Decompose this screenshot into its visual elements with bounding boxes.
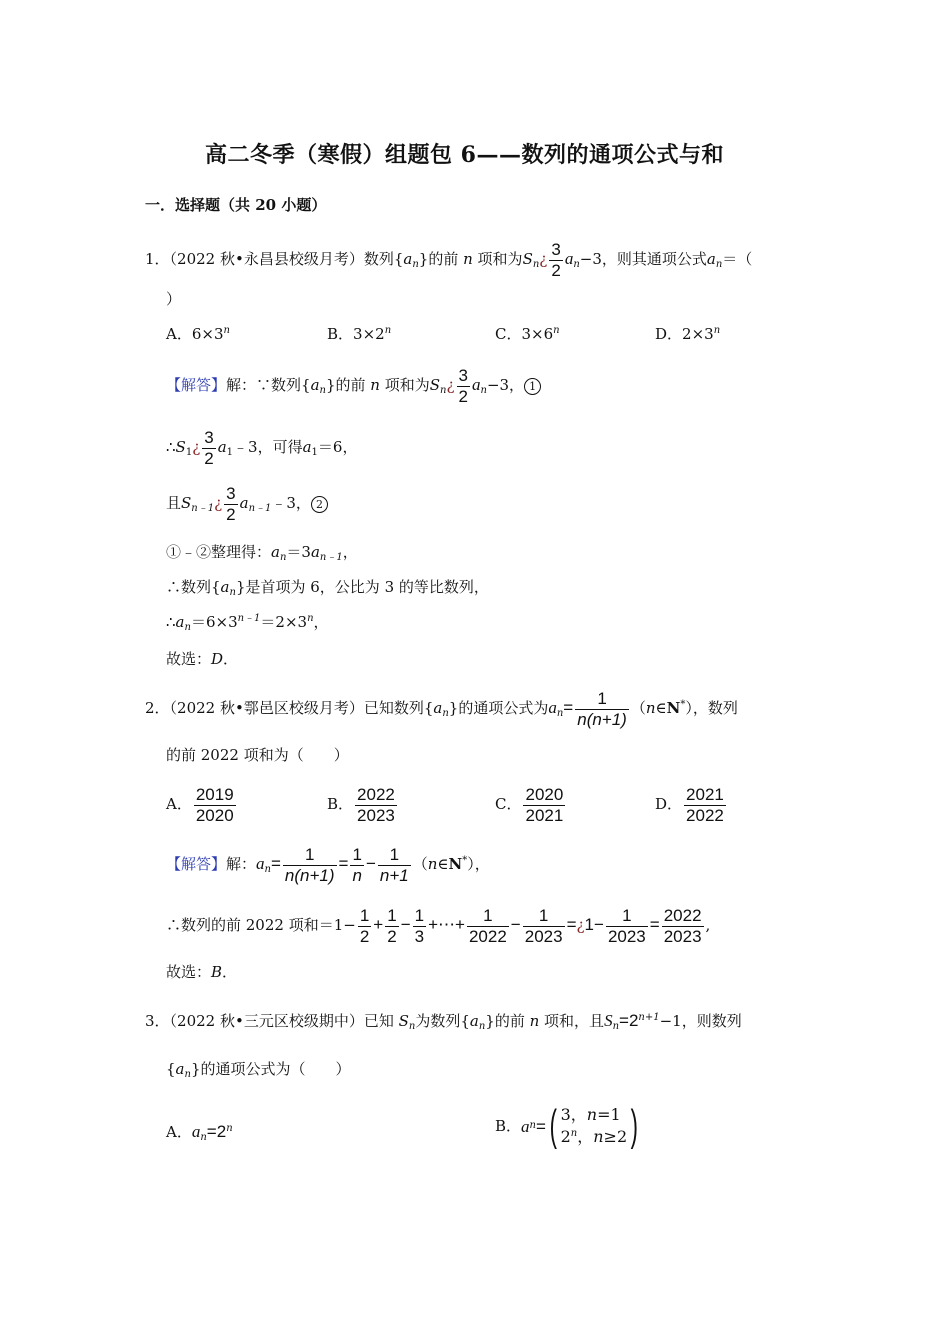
question-3: 3．（2022 秋•三元区校级期中）已知 $S_n$为数列$\{a_n\}$的前 n 项和，且$S_n=2^{n+1}-1$，则数列 <box>145 1011 742 1032</box>
page-title: 高二冬季（寒假）组题包 6——数列的通项公式与和 <box>205 142 724 168</box>
question-1-close: ） <box>166 290 182 308</box>
q1-option-b[interactable]: B．$3\times 2^n$ <box>327 325 392 343</box>
circled-two: 2 <box>311 496 328 513</box>
q1-answer-line-5: ∴数列$\{a_n\}$是首项为 6，公比为 3 的等比数列， <box>166 578 489 598</box>
section-heading: 一．选择题（共 20 小题） <box>145 196 327 214</box>
q1-answer-line-2: $\therefore S_1¿$ $\frac{3}{2}$ $a_1﹣3$，可得$a_1=6$， <box>166 428 358 468</box>
q3-option-a[interactable]: A．$a_n=2^n$ <box>166 1122 233 1143</box>
q1-answer-pick: 故选：D． <box>166 650 239 668</box>
question-1: 1．（2022 秋•永昌县校级月考）数列$\{a_n\}$的前 n 项和为$S_n¿$ $\frac{3}{2}$ $a_n-3$，则其通项公式$a_n=$（ <box>145 240 753 280</box>
q2-option-c[interactable]: C． $\frac{2020}{2021}$ <box>495 785 564 825</box>
circled-one: 1 <box>524 378 541 395</box>
q2-answer-line-1: 【解答】解：$a_n=$ $\frac{1}{n(n+1)}$ = $\frac{1}{n}$ − $\frac{1}{n+1}$ （n∈N*）， <box>166 845 490 885</box>
q1-answer-line-3: 且$S_{n﹣1}¿$ $\frac{3}{2}$ $a_{n﹣1}﹣3$， 2 <box>166 484 328 524</box>
q2-option-a[interactable]: A． $\frac{2019}{2020}$ <box>166 785 234 825</box>
q1-answer-line-1: 【解答】解：∵数列$\{a_n\}$的前 n 项和为$S_n¿$ $\frac{3}{2}$ $a_n-3$， 1 <box>166 366 541 406</box>
question-2: 2．（2022 秋•鄠邑区校级月考）已知数列$\{a_n\}$的通项公式为$a_n=$ $\frac{1}{n(n+1)}$ （n∈N*），数列 <box>145 689 738 729</box>
answer-tag: 【解答】 <box>166 376 227 395</box>
q2-answer-sum: ∴数列的前 2022 项和＝1− $\frac{1}{2}$ + $\frac{1}{2}$ − $\frac{1}{3}$ +⋯+ $\frac{1}{2022}$ − $\frac{1}{2023}$ =¿1− $\frac{1}{2023}$ = $\frac{2022}{2023}$ , <box>166 906 711 946</box>
q3-option-b[interactable]: B． a n = ( 3，n=1 2$^n$，n≥2 ) <box>495 1101 639 1150</box>
answer-tag: 【解答】 <box>166 855 227 874</box>
question-3-line-2: $\{a_n\}$的通项公式为（ ） <box>166 1060 351 1080</box>
q2-option-b[interactable]: B． $\frac{2022}{2023}$ <box>327 785 395 825</box>
question-2-line-2: 的前 2022 项和为（ ） <box>166 746 349 764</box>
q1-option-c[interactable]: C．$3\times 6^n$ <box>495 325 560 343</box>
q1-option-a[interactable]: A．$6\times 3^n$ <box>166 325 230 343</box>
q1-answer-line-4: ①﹣②整理得：$a_n=3a_{n﹣1}$， <box>166 543 358 563</box>
q1-option-d[interactable]: D．$2\times 3^n$ <box>655 325 721 343</box>
q2-answer-pick: 故选：B． <box>166 963 238 981</box>
q2-option-d[interactable]: D． $\frac{2021}{2022}$ <box>655 785 724 825</box>
q1-answer-line-6: $\therefore a_n=6\times 3^{n﹣1}=2\times 3^n$， <box>166 613 329 633</box>
